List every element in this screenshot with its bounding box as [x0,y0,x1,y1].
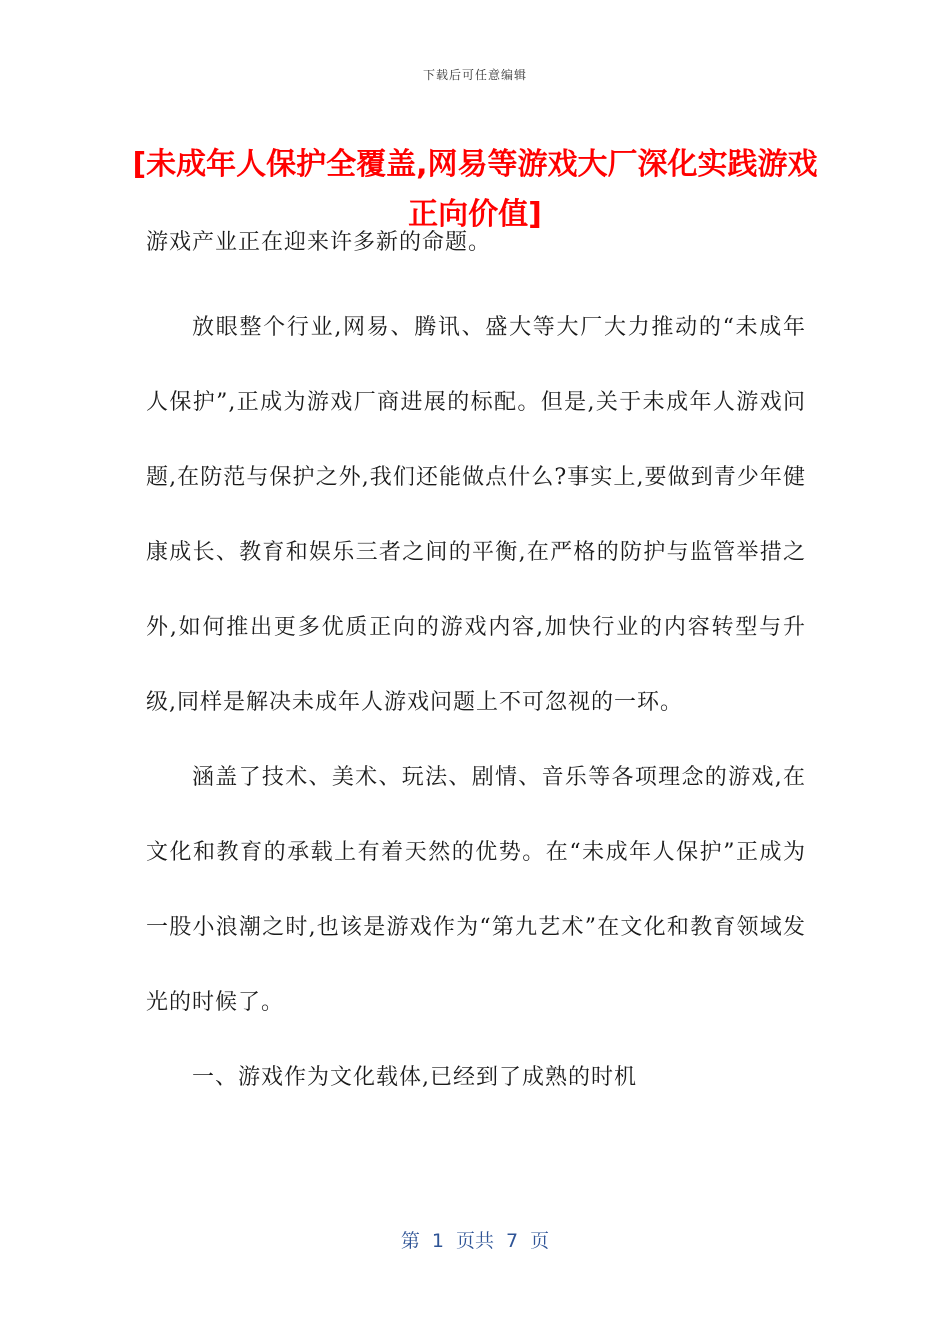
paragraph-intro: 游戏产业正在迎来许多新的命题。 [146,230,492,255]
current-page-number: 1 [431,1230,444,1252]
document-title: [未成年人保护全覆盖,网易等游戏大厂深化实践游戏正向价值] [132,147,818,232]
page-label-prefix: 第 [400,1230,420,1252]
page-label-mid: 页共 [455,1230,494,1252]
header-note: 下载后可任意编辑 [422,68,527,82]
section-heading: 一、游戏作为文化载体,已经到了成熟的时机 [192,1065,637,1090]
paragraph-culture: 涵盖了技术、美术、玩法、剧情、音乐等各项理念的游戏,在文化和教育的承载上有着天然的优势。在“未成年人保护”正成为一股小浪潮之时,也该是游戏作为“第九艺术”在文化和教育领域发光的时候了。 [146,765,806,1015]
page-footer [0,1226,950,1253]
document-body [146,226,806,1115]
page-label-suffix: 页 [530,1230,550,1252]
paragraph-industry: 放眼整个行业,网易、腾讯、盛大等大厂大力推动的“未成年人保护”,正成为游戏厂商进展的标配。但是,关于未成年人游戏问题,在防范与保护之外,我们还能做点什么?事实上,要做到青少年健康成长、教育和娱乐三者之间的平衡,在严格的防护与监管举措之外,如何推出更多优质正向的游戏内容,加快行业的内容转型与升级,同样是解决未成年人游戏问题上不可忽视的一环。 [146,315,806,715]
total-pages-number: 7 [506,1230,519,1252]
